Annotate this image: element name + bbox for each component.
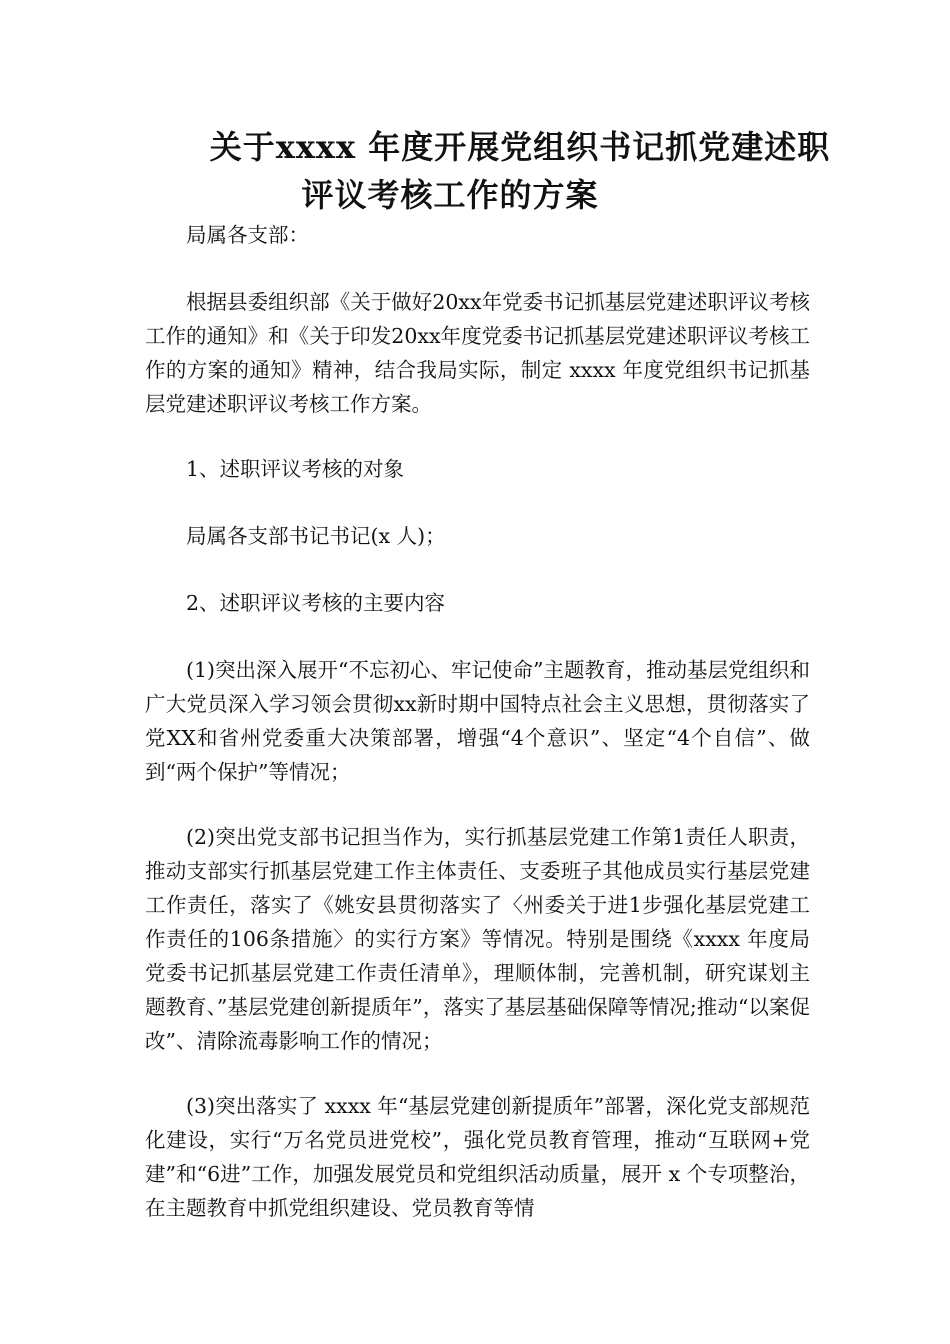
paragraph-item-1 xyxy=(145,653,810,789)
paragraph-item-3 xyxy=(145,1089,810,1225)
section-heading-2 xyxy=(145,586,810,620)
section-heading-1 xyxy=(145,452,810,486)
paragraph-text: 根据县委组织部《关于做好20xx年党委书记抓基层党建述职评议考核工作的通知》和《关于印发20xx年度党委书记抓基层党建述职评议考核工作的方案的通知》精神，结合我局实际，制定 xxxx 年度党组织书记抓基层党建述职评议考核工作方案。 xyxy=(145,290,810,416)
document-title-line-1: 关于xxxx 年度开展党组织书记抓党建述职 xyxy=(209,128,831,166)
salutation xyxy=(145,218,810,252)
paragraph-text: 局属各支部书记书记(x 人)； xyxy=(186,524,446,548)
section-heading-text: 1、述职评议考核的对象 xyxy=(186,457,405,481)
section-heading-text: 2、述职评议考核的主要内容 xyxy=(186,591,446,615)
paragraph-text: (2)突出党支部书记担当作为，实行抓基层党建工作第1责任人职责，推动支部实行抓基层党建工作主体责任、支委班子其他成员实行基层党建工作责任，落实了《姚安县贯彻落实了〈州委关于进1步强化基层党建工作责任的106条措施〉的实行方案》等情况。特别是围绕《xxxx 年度局党委书记抓基层党建工作责任清单》，理顺体制，完善机制，研究谋划主题教育、”基层党建创新提质年”，落实了基层基础保障等情况;推动“以案促改”、清除流毒影响工作的情况； xyxy=(145,825,810,1053)
paragraph-text: (1)突出深入展开“不忘初心、牢记使命”主题教育，推动基层党组织和广大党员深入学习领会贯彻xx新时期中国特点社会主义思想，贯彻落实了党XX和省州党委重大决策部署，增强“4个意识”、坚定“4个自信”、做到“两个保护”等情况； xyxy=(145,658,810,784)
paragraph-objects xyxy=(145,519,810,553)
paragraph-text: (3)突出落实了 xxxx 年“基层党建创新提质年”部署，深化党支部规范化建设，实行“万名党员进党校”，强化党员教育管理，推动“互联网+党建”和“6进”工作，加强发展党员和党组织活动质量，展开 x 个专项整治，在主题教育中抓党组织建设、党员教育等情 xyxy=(145,1094,810,1220)
salutation-text: 局属各支部： xyxy=(186,223,309,247)
paragraph-item-2 xyxy=(145,820,810,1058)
paragraph-intro xyxy=(145,285,810,421)
document-title-line-2: 评议考核工作的方案 xyxy=(301,176,599,214)
